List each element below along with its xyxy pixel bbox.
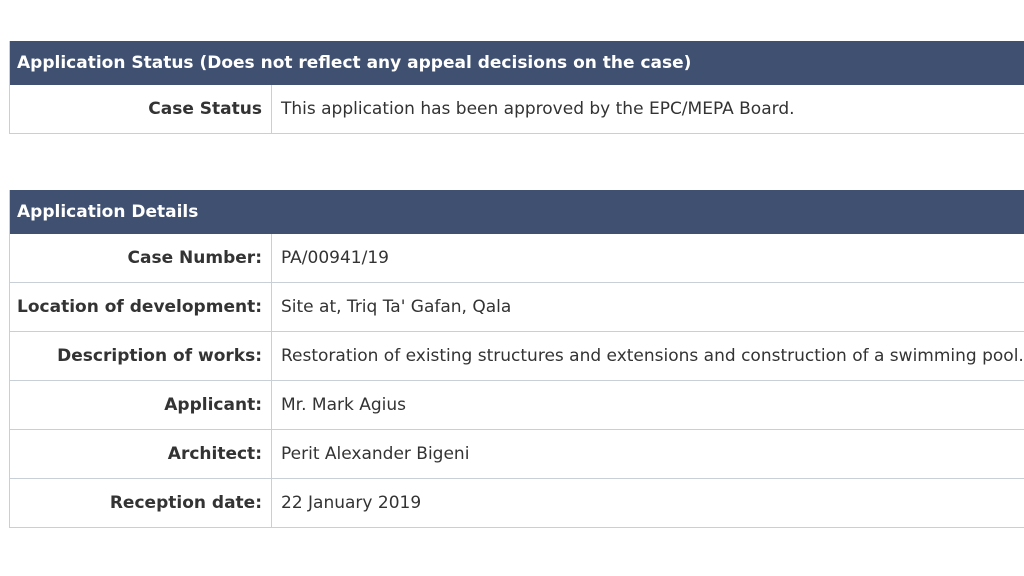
case-status-value: This application has been approved by the EPC/MEPA Board. — [281, 99, 795, 119]
case-number-value: PA/00941/19 — [281, 248, 389, 268]
application-details-header: Application Details — [10, 190, 1024, 234]
application-details-panel — [9, 190, 1024, 528]
applicant-row — [10, 381, 1024, 430]
architect-label: Architect: — [10, 430, 272, 478]
location-value: Site at, Triq Ta' Gafan, Qala — [281, 297, 512, 317]
architect-value: Perit Alexander Bigeni — [281, 444, 470, 464]
description-row — [10, 332, 1024, 381]
applicant-value: Mr. Mark Agius — [281, 395, 407, 415]
case-status-label: Case Status — [10, 85, 272, 133]
applicant-label: Applicant: — [10, 381, 272, 429]
case-number-label: Case Number: — [10, 234, 272, 282]
application-status-panel — [9, 41, 1024, 134]
location-row — [10, 283, 1024, 332]
reception-date-value: 22 January 2019 — [281, 493, 422, 513]
description-label: Description of works: — [10, 332, 272, 380]
description-value: Restoration of existing structures and extensions and construction of a swimming pool. — [281, 346, 1024, 366]
reception-date-label: Reception date: — [10, 479, 272, 527]
case-status-row — [10, 85, 1024, 134]
architect-row — [10, 430, 1024, 479]
application-status-header: Application Status (Does not reflect any appeal decisions on the case) — [10, 41, 1024, 85]
reception-date-row — [10, 479, 1024, 528]
case-number-row — [10, 234, 1024, 283]
location-label: Location of development: — [10, 283, 272, 331]
